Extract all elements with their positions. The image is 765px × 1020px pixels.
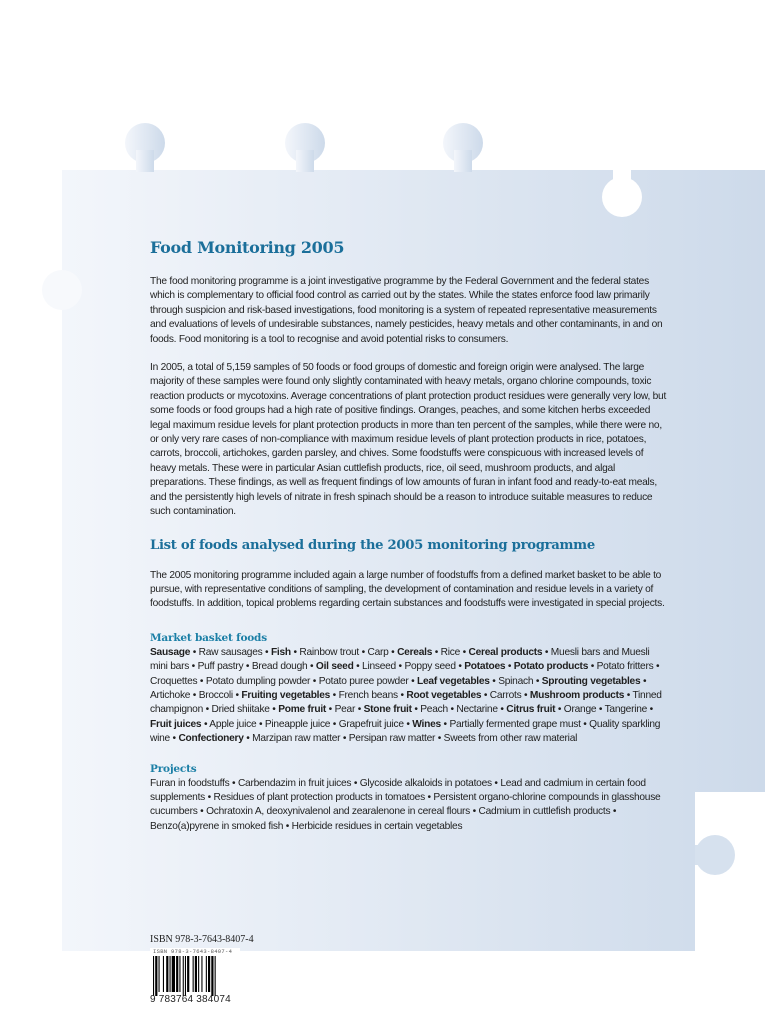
bullet-separator: • (447, 704, 457, 716)
bullet-separator: • (505, 661, 514, 673)
barcode-bar (179, 956, 180, 992)
market-basket-item: Fruit juices (150, 718, 202, 730)
bullet-separator: • (395, 661, 405, 673)
bullet-separator: • (460, 646, 469, 658)
market-basket-item: Cereal products (468, 646, 543, 658)
market-basket-item: Croquettes (150, 675, 198, 687)
bullet-separator: • (521, 689, 530, 701)
bullet-separator: • (653, 661, 660, 673)
bullet-separator: • (326, 704, 335, 716)
barcode-bar (215, 956, 216, 996)
market-basket-item: Raw sausages (198, 646, 263, 658)
market-basket-list (150, 646, 668, 747)
list-heading: List of foods analysed during the 2005 monitoring programme (150, 537, 595, 553)
market-basket-item: Persipan raw matter (348, 733, 436, 745)
bullet-separator: • (647, 704, 653, 716)
barcode-bar (155, 956, 157, 996)
bullet-separator: • (256, 718, 265, 730)
bullet-separator: • (232, 689, 242, 701)
bullet-separator: • (243, 661, 252, 673)
market-basket-item: Root vegetables (406, 689, 482, 701)
bullet-separator: • (411, 704, 421, 716)
market-basket-item: Peach (420, 704, 448, 716)
market-basket-heading: Market basket foods (150, 631, 267, 644)
market-basket-item: Pineapple juice (264, 718, 331, 730)
market-basket-item: Carp (367, 646, 389, 658)
bullet-separator: • (359, 646, 368, 658)
barcode (150, 948, 240, 1008)
barcode-bar (187, 956, 189, 992)
bullet-separator: • (243, 733, 253, 745)
market-basket-item: Fruiting vegetables (241, 689, 331, 701)
bullet-separator: • (624, 689, 633, 701)
bullet-separator: • (262, 646, 271, 658)
bullet-separator: • (203, 704, 212, 716)
market-basket-item: Oil seed (315, 661, 354, 673)
barcode-bar (201, 956, 202, 992)
market-basket-item: Fish (270, 646, 291, 658)
market-basket-item: Sweets from other raw material (443, 733, 578, 745)
projects-list (150, 777, 668, 835)
bullet-separator: • (555, 704, 564, 716)
bullet-separator: • (403, 718, 413, 730)
bullet-separator: • (435, 733, 444, 745)
projects-item: Carbendazim in fruit juices (237, 777, 352, 789)
bullet-separator: • (283, 820, 292, 832)
bullet-separator: • (229, 777, 238, 789)
bullet-separator: • (440, 718, 450, 730)
bullet-separator: • (388, 646, 398, 658)
bullet-separator: • (340, 733, 349, 745)
market-basket-item: Puff pastry (197, 661, 244, 673)
bullet-separator: • (330, 718, 339, 730)
bullet-separator: • (491, 777, 501, 789)
page-title: Food Monitoring 2005 (150, 238, 345, 257)
bullet-separator: • (330, 689, 339, 701)
bullet-separator: • (205, 791, 214, 803)
market-basket-item: Sausage (150, 646, 191, 658)
market-basket-item: Tinned champignon (150, 689, 662, 716)
market-basket-item: Leaf vegetables (417, 675, 490, 687)
results-paragraph: In 2005, a total of 5,159 samples of 50 foods or food groups of domestic and foreign origin were analysed. The large majority of these samples were found only slightly contaminated with heavy metals, organo chlorine compounds, toxic reaction products or mycotoxins. Average concentrations of plant protection product residues were generally very low, but some foods or food groups had a high rate of positive findings. Oranges, peaches, and some kitchen herbs exceeded legal maximum residue levels for plant protection products in more than ten percent of the samples, while there were no, or only very rare cases of non-compliance with maximum residue levels of plant protection products in rice, potatoes, carrots, broccoli, artichokes, garden parsley, and chives. Some foodstuffs were conspicuous with increased levels of heavy metals. These were in particular Asian cuttlefish products, rice, oil seed, mushroom products, and algal preparations. These findings, as well as frequent findings of low amounts of furan in infant food and ready-to-eat meals, and the persistently high levels of nitrate in fresh spinach should be a reason to introduce suitable measures to reduce such contamination. (150, 362, 667, 518)
barcode-bar (172, 956, 175, 992)
bullet-separator: • (201, 718, 210, 730)
barcode-bar (163, 956, 164, 992)
bullet-separator: • (408, 675, 418, 687)
barcode-bar (153, 956, 154, 996)
bullet-separator: • (610, 806, 617, 818)
market-basket-item: Pome fruit (278, 704, 327, 716)
market-basket-item: Tangerine (604, 704, 648, 716)
bullet-separator: • (533, 675, 542, 687)
projects-item: Residues of plant protection products in tomatoes (213, 791, 425, 803)
market-basket-item: Spinach (498, 675, 534, 687)
back-cover-text (150, 238, 668, 848)
market-basket-item: Rainbow trout (299, 646, 359, 658)
bullet-separator: • (269, 704, 279, 716)
market-basket-item: Quality sparkling wine (150, 718, 661, 745)
market-basket-item: Potato puree powder (318, 675, 409, 687)
barcode-bar (193, 956, 194, 992)
bullet-separator: • (290, 646, 300, 658)
bullet-separator: • (497, 704, 507, 716)
market-basket-item: Potato products (513, 661, 589, 673)
market-basket-item: Pear (334, 704, 356, 716)
market-basket-item: Dried shiitake (211, 704, 270, 716)
market-basket-item: Artichoke (150, 689, 191, 701)
market-basket-item: French beans (338, 689, 398, 701)
bullet-separator: • (481, 689, 490, 701)
barcode-digits: 9 783764 384074 (150, 994, 231, 1005)
bullet-separator: • (169, 733, 179, 745)
market-basket-item: Poppy seed (404, 661, 456, 673)
bullet-separator: • (190, 689, 199, 701)
barcode-bars (153, 956, 237, 996)
market-basket-item: Potato fritters (596, 661, 654, 673)
bullet-separator: • (580, 718, 590, 730)
bullet-separator: • (455, 661, 465, 673)
bullet-separator: • (640, 675, 647, 687)
market-basket-item: Muesli bars and Muesli mini bars (150, 646, 650, 673)
market-basket-item: Nectarine (456, 704, 498, 716)
barcode-bar (159, 956, 160, 992)
projects-item: Glycoside alkaloids in potatoes (359, 777, 492, 789)
market-basket-item: Bread dough (251, 661, 308, 673)
market-basket-item: Grapefruit juice (338, 718, 404, 730)
bullet-separator: • (470, 806, 479, 818)
market-basket-item: Orange (563, 704, 597, 716)
bullet-separator: • (542, 646, 551, 658)
market-basket-item: Potato dumpling powder (205, 675, 311, 687)
market-basket-item: Partially fermented grape must (449, 718, 581, 730)
isbn-small-label: ISBN 978-3-7643-8407-4 (153, 948, 233, 955)
bullet-separator: • (397, 689, 407, 701)
bullet-separator: • (197, 675, 206, 687)
bullet-separator: • (588, 661, 597, 673)
bullet-separator: • (189, 661, 198, 673)
bullet-separator: • (197, 806, 207, 818)
market-basket-item: Potatoes (464, 661, 506, 673)
projects-item: Lead and cadmium in certain food supplements (150, 777, 646, 803)
bullet-separator: • (307, 661, 316, 673)
market-basket-item: Linseed (362, 661, 396, 673)
barcode-bar (176, 956, 178, 992)
projects-item: Ochratoxin A, deoxynivalenol and zearalenone in cereal flours (206, 806, 471, 818)
barcode-bar (170, 956, 171, 992)
bullet-separator: • (489, 675, 499, 687)
projects-item: Benzo(a)pyrene in smoked fish (150, 820, 284, 832)
projects-item: Persistent organo-chlorine compounds in glasshouse cucumbers (150, 791, 661, 818)
market-basket-item: Wines (412, 718, 441, 730)
list-paragraph: The 2005 monitoring programme included again a large number of foodstuffs from a defined market basket to be able to pursue, with representative conditions of sampling, the development of contamination and residue levels in a variety of foodstuffs. In addition, topical problems regarding certain substances and foodstuffs were investigated in special projects. (150, 569, 665, 610)
bullet-separator: • (432, 646, 441, 658)
bullet-separator: • (190, 646, 199, 658)
projects-item: Herbicide residues in certain vegetables (291, 820, 463, 832)
bullet-separator: • (424, 791, 434, 803)
market-basket-item: Citrus fruit (506, 704, 556, 716)
intro-paragraph: The food monitoring programme is a joint investigative programme by the Federal Government and the federal states which is complementary to official food control as carried out by the states. While the states enforce food law primarily through suspicion and risk-based investigations, food monitoring is a system of repeated representative measurements and evaluations of levels of undesirable substances, namely pesticides, heavy metals and other contaminants, in and on foods. Food monitoring is a tool to recognise and avoid potential risks to consumers. (150, 276, 663, 345)
market-basket-item: Broccoli (198, 689, 233, 701)
barcode-bar (198, 956, 199, 992)
barcode-bar (166, 956, 168, 992)
market-basket-item: Mushroom products (529, 689, 625, 701)
market-basket-item: Confectionery (178, 733, 244, 745)
bullet-separator: • (353, 661, 363, 673)
bullet-separator: • (355, 704, 364, 716)
barcode-bar (183, 956, 184, 996)
bullet-separator: • (596, 704, 605, 716)
projects-item: Cadmium in cuttlefish products (478, 806, 611, 818)
barcode-bar (208, 956, 210, 992)
market-basket-item: Marzipan raw matter (252, 733, 341, 745)
market-basket-item: Sprouting vegetables (541, 675, 641, 687)
barcode-bar (195, 956, 197, 992)
market-basket-item: Rice (440, 646, 461, 658)
projects-heading: Projects (150, 762, 197, 775)
market-basket-item: Cereals (397, 646, 433, 658)
market-basket-item: Carrots (489, 689, 522, 701)
projects-item: Furan in foodstuffs (150, 777, 230, 789)
bullet-separator: • (351, 777, 360, 789)
barcode-bar (206, 956, 207, 992)
barcode-bar (211, 956, 213, 996)
market-basket-item: Apple juice (209, 718, 257, 730)
isbn-label: ISBN 978-3-7643-8407-4 (150, 934, 254, 945)
bullet-separator: • (310, 675, 319, 687)
market-basket-item: Stone fruit (363, 704, 412, 716)
barcode-bar (185, 956, 186, 996)
